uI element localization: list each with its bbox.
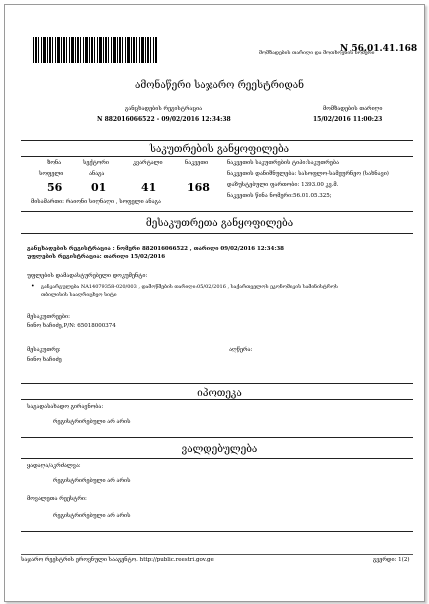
ownership-reg-line: განცხადების რეგისტრაცია : ნომერი 882016066522 , თარიღი 09/02/2016 12:34:38	[27, 246, 285, 252]
divider	[21, 156, 413, 157]
owner-desc-value: ნინო ხაჩიძე	[27, 357, 62, 363]
divider	[21, 211, 413, 212]
value-parcel: 168	[187, 181, 210, 194]
prep-label: მომზადების თარიღი	[323, 106, 383, 112]
mortgage-label: საგადასახადო გირავნობა:	[27, 404, 104, 410]
debtors-value: რეგისტრირებული არ არის	[53, 513, 131, 519]
property-title: საკუთრების განყოფილება	[149, 144, 290, 155]
property-info-line: ნაკვეთის წინა ნომერი:56.01.05.325;	[227, 193, 332, 199]
prep-value: 15/02/2016 11:00:23	[313, 116, 383, 123]
bullet: •	[31, 283, 35, 290]
sub-anaga: ანაგა	[89, 171, 105, 177]
value-sector: 01	[91, 181, 107, 194]
footer-agency: საჯარო რეესტრის ეროვნული სააგენტო. http://public.reestri.gov.ge	[21, 557, 214, 563]
debtors-label: მოვალეთა რეესტრი:	[27, 496, 87, 502]
divider	[21, 437, 413, 438]
reg-value: N 882016066522 - 09/02/2016 12:34:38	[97, 116, 231, 123]
agency-title: ამონაწერი საჯარო რეესტრიდან	[134, 80, 305, 91]
owners-label: მესაკუთრეები:	[27, 314, 70, 320]
mortgage-title: იპოთეკა	[197, 388, 242, 399]
col-parcel: ნაკვეთი	[185, 160, 209, 166]
owner-line: ნინო ხაჩიძე,P/N: 65018000374	[27, 323, 116, 329]
divider	[21, 383, 413, 384]
property-info-line: დაზუსტებული ფართობი: 1393.00 კვ.მ.	[227, 182, 339, 188]
barcode	[33, 37, 157, 63]
mortgage-value: რეგისტრირებული არ არის	[53, 419, 131, 425]
doc-line: თბილისის სააღრიცხვო სიტი	[41, 292, 117, 298]
debts-title: ვალდებულება	[181, 444, 258, 455]
footer-divider	[21, 554, 413, 555]
col-sector: სექტორი	[83, 160, 109, 166]
value-zone: 56	[47, 181, 63, 194]
header-caption: მომზადების თარიღი და მოთხოვნის ნომერი	[259, 50, 375, 56]
divider	[21, 399, 413, 400]
seizure-value: რეგისტრირებული არ არის	[53, 478, 131, 484]
property-info-line: ნაკვეთის საკუთრების ტიპი:საკუთრება	[227, 160, 339, 166]
col-quarter: კვარტალი	[133, 160, 163, 166]
footer-page-number: გვერდი: 1(2)	[373, 557, 410, 563]
reg-label: განცხადების რეგისტრაცია	[125, 106, 203, 112]
seizure-label: ყადაღა/აკრძალვა:	[27, 463, 81, 469]
divider	[21, 233, 413, 234]
address: მისამართი: რაიონი სიღნაღი , სოფელი ანაგა	[31, 199, 161, 205]
owner-desc-label: მესაკუთრე:	[27, 347, 61, 353]
divider	[21, 531, 413, 532]
doc-line: განკარგულება NA14079358-020/003 , დამოწმების თარიღი:05/02/2016 , საქართველოს ეკონომიკის სამინისტროს	[41, 284, 338, 290]
col-zone: ზონა	[47, 160, 62, 166]
ownership-decision-line: უფლების რეგისტრაცია: თარიღი 15/02/2016	[27, 254, 166, 260]
divider	[21, 458, 413, 459]
property-info-line: ნაკვეთის დანიშნულება: სასოფლო-სამეურნეო (სახნავი)	[227, 171, 389, 177]
share-label: აღწერა:	[229, 347, 253, 353]
document-number: N 56.01.41.168	[340, 44, 418, 54]
value-quarter: 41	[141, 181, 157, 194]
sub-village: სოფელი	[39, 171, 64, 177]
ownership-title: მესაკუთრეთა განყოფილება	[145, 218, 294, 229]
docs-label: უფლების დამადასტურებელი დოკუმენტი:	[27, 273, 148, 279]
document-page	[4, 4, 425, 602]
divider	[21, 140, 413, 141]
